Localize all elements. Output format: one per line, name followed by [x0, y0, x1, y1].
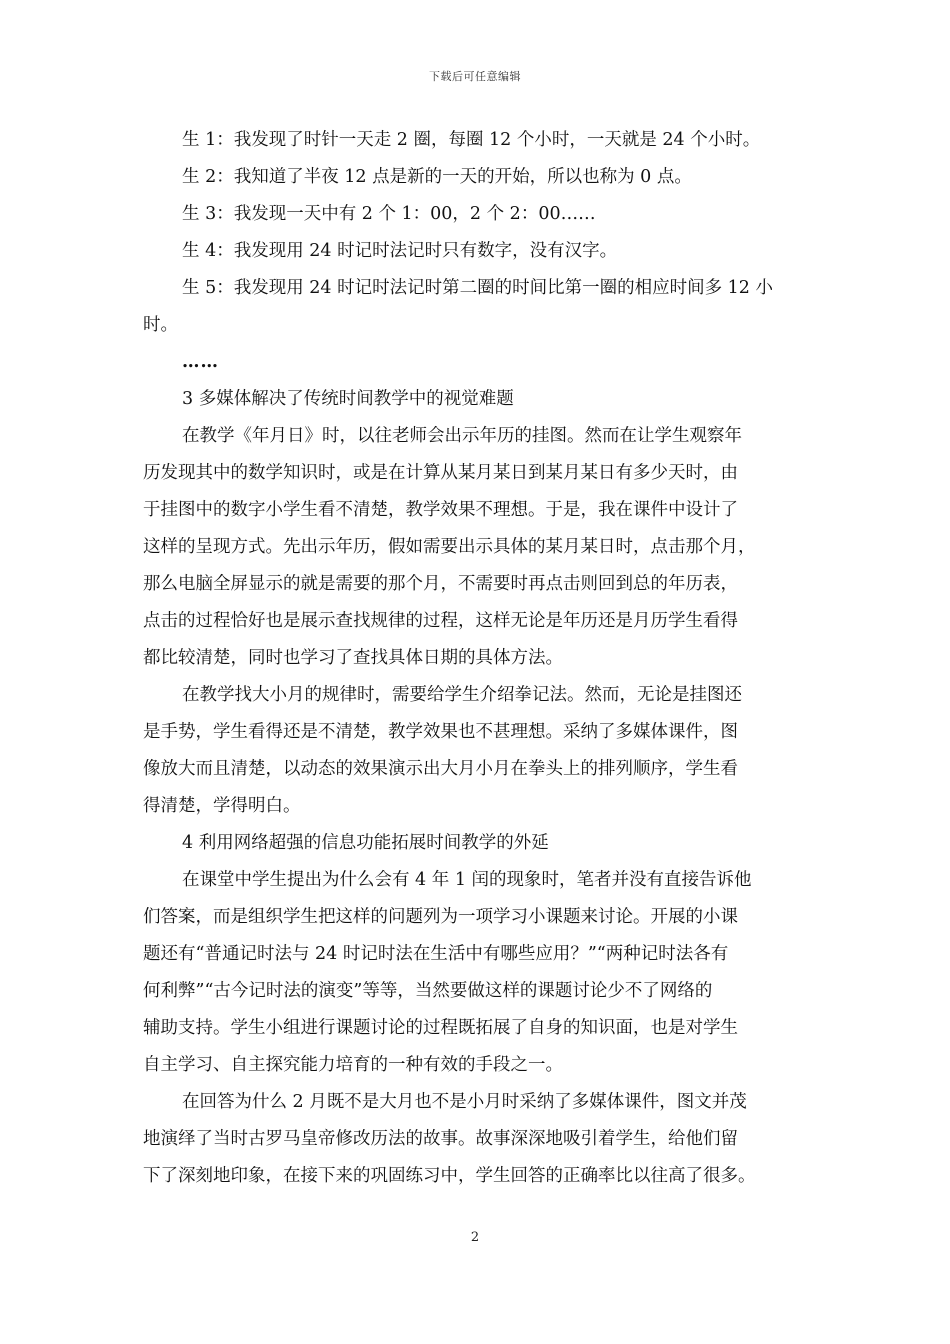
paragraph-start-line: 在教学找大小月的规律时，需要给学生介绍拳记法。然而，无论是挂图还 [182, 685, 742, 705]
ellipsis-line: …… [182, 352, 219, 372]
paragraph-line: 像放大而且清楚，以动态的效果演示出大月小月在拳头上的排列顺序，学生看 [143, 759, 738, 779]
paragraph-line: 自主学习、自主探究能力培育的一种有效的手段之一。 [143, 1055, 563, 1075]
page-number: 2 [470, 1230, 480, 1245]
paragraph-line: 下了深刻地印象，在接下来的巩固练习中，学生回答的正确率比以往高了很多。 [143, 1166, 756, 1186]
section-heading: 4 利用网络超强的信息功能拓展时间教学的外延 [182, 833, 549, 853]
paragraph-start-line: 生 5：我发现用 24 时记时法记时第二圈的时间比第一圈的相应时间多 12 小 [182, 278, 773, 298]
paragraph-start-line: 在教学《年月日》时，以往老师会出示年历的挂图。然而在让学生观察年 [182, 426, 742, 446]
paragraph-line: 点击的过程恰好也是展示查找规律的过程，这样无论是年历还是月历学生看得 [143, 611, 738, 631]
paragraph-start-line: 生 2：我知道了半夜 12 点是新的一天的开始，所以也称为 0 点。 [182, 167, 692, 187]
paragraph-line: 时。 [143, 315, 178, 335]
paragraph-line: 是手势，学生看得还是不清楚，教学效果也不甚理想。采纳了多媒体课件，图 [143, 722, 738, 742]
paragraph-line: 辅助支持。学生小组进行课题讨论的过程既拓展了自身的知识面，也是对学生 [143, 1018, 738, 1038]
paragraph-line: 得清楚，学得明白。 [143, 796, 301, 816]
paragraph-line: 题还有“普通记时法与 24 时记时法在生活中有哪些应用？”“两种记时法各有 [143, 944, 729, 964]
paragraph-start-line: 生 1：我发现了时针一天走 2 圈，每圈 12 个小时，一天就是 24 个小时。 [182, 130, 761, 150]
paragraph-start-line: 生 4：我发现用 24 时记时法记时只有数字，没有汉字。 [182, 241, 618, 261]
paragraph-line: 都比较清楚，同时也学习了查找具体日期的具体方法。 [143, 648, 563, 668]
paragraph-line: 地演绎了当时古罗马皇帝修改历法的故事。故事深深地吸引着学生，给他们留 [143, 1129, 738, 1149]
section-heading: 3 多媒体解决了传统时间教学中的视觉难题 [182, 389, 514, 409]
paragraph-line: 们答案，而是组织学生把这样的问题列为一项学习小课题来讨论。开展的小课 [143, 907, 738, 927]
page-header: 下载后可任意编辑 [429, 70, 521, 83]
paragraph-start-line: 在回答为什么 2 月既不是大月也不是小月时采纳了多媒体课件，图文并茂 [182, 1092, 747, 1112]
paragraph-start-line: 在课堂中学生提出为什么会有 4 年 1 闰的现象时，笔者并没有直接告诉他 [182, 870, 752, 890]
paragraph-start-line: 生 3：我发现一天中有 2 个 1：00，2 个 2：00…… [182, 204, 596, 224]
paragraph-line: 于挂图中的数字小学生看不清楚，教学效果不理想。于是，我在课件中设计了 [143, 500, 738, 520]
paragraph-line: 这样的呈现方式。先出示年历，假如需要出示具体的某月某日时，点击那个月， [143, 537, 756, 557]
paragraph-line: 何利弊”“古今记时法的演变”等等，当然要做这样的课题讨论少不了网络的 [143, 981, 713, 1001]
paragraph-line: 历发现其中的数学知识时，或是在计算从某月某日到某月某日有多少天时，由 [143, 463, 738, 483]
document-body [143, 122, 808, 1195]
paragraph-line: 那么电脑全屏显示的就是需要的那个月，不需要时再点击则回到总的年历表， [143, 574, 738, 594]
